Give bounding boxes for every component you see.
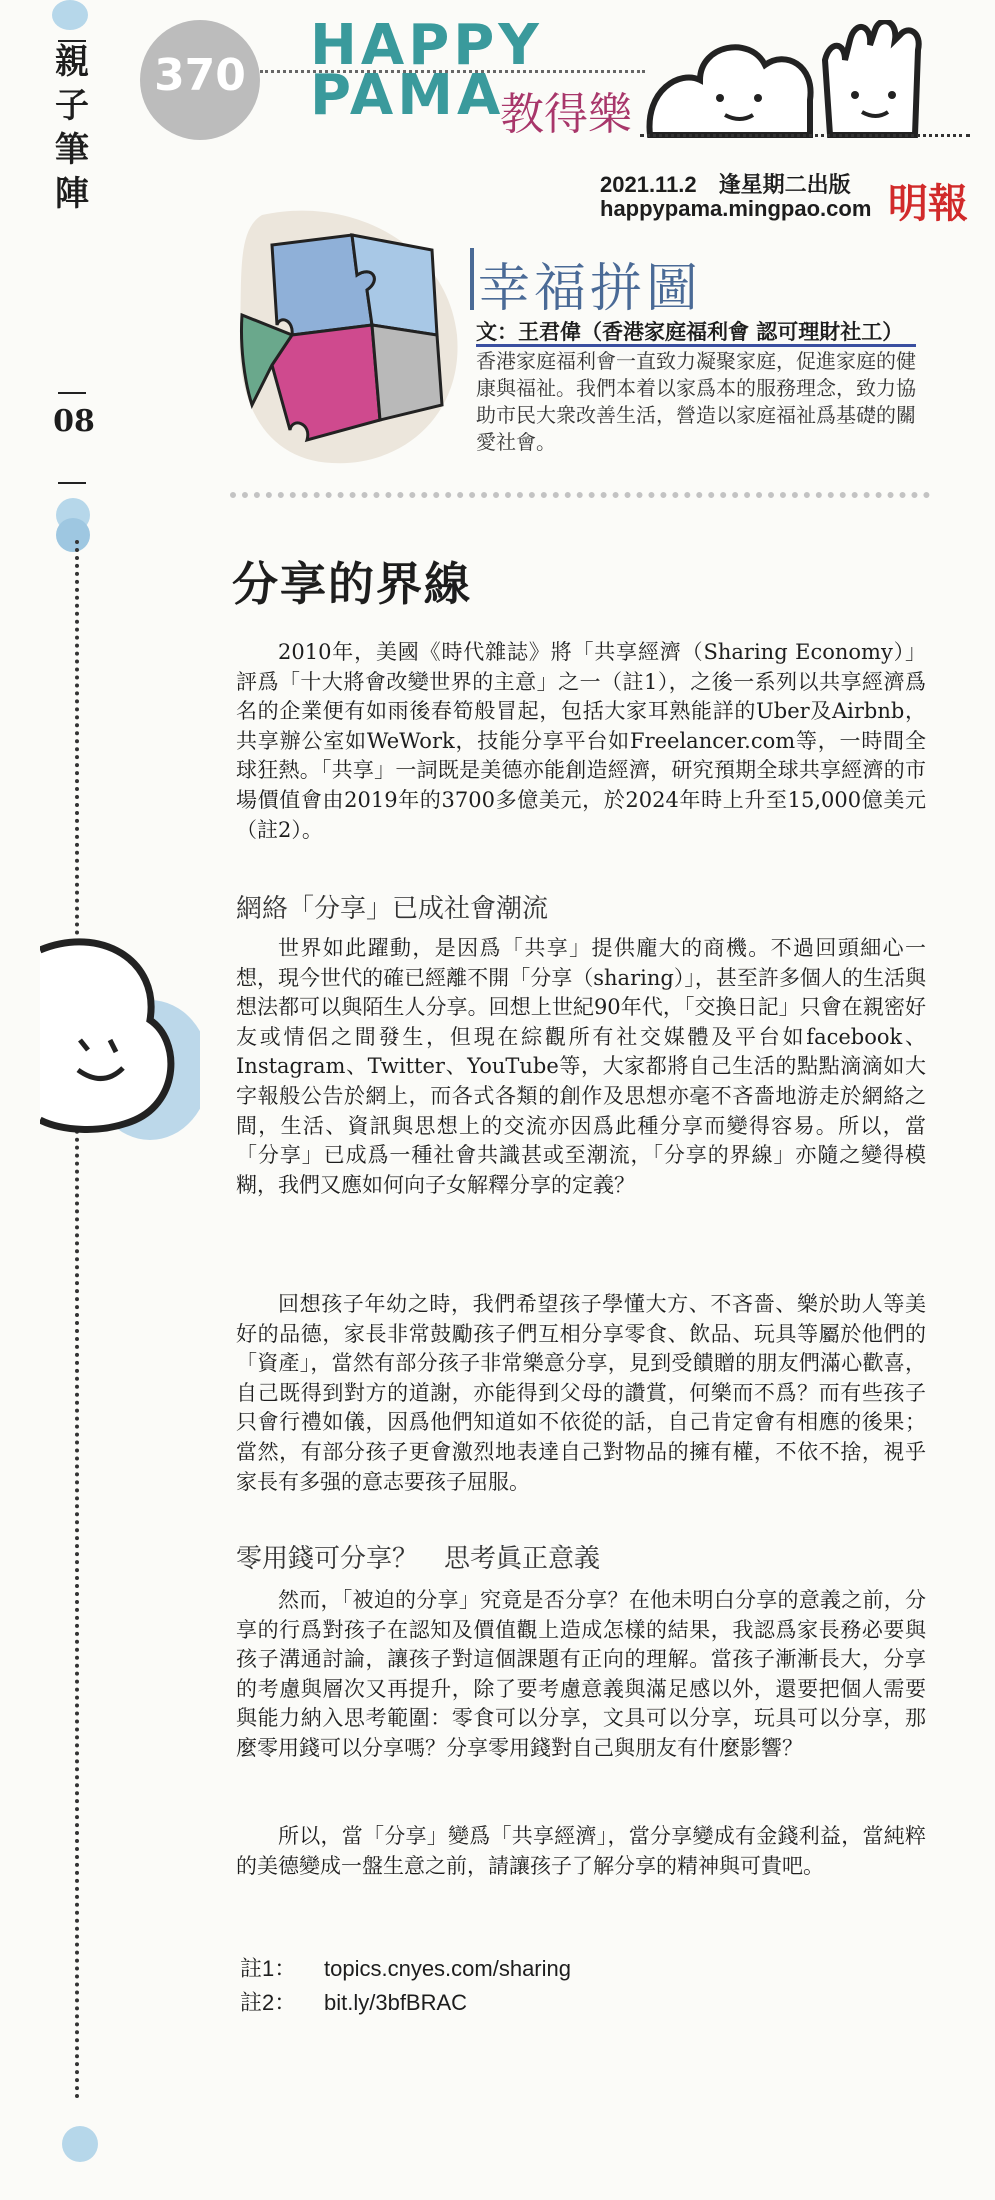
header-dotted-line-right: [640, 134, 970, 137]
rail-dash-low: [58, 482, 86, 484]
rail-top-dot: [52, 0, 88, 30]
section-label-char: 陣: [55, 174, 89, 214]
column-title: 幸福拼圖: [478, 259, 703, 319]
subheading-2: 零用錢可分享？ 思考眞正意義: [236, 1544, 601, 1574]
column-title-bar: [470, 248, 474, 310]
rail-bottom-dot: [62, 2126, 98, 2162]
puzzle-illustration: [232, 205, 462, 470]
publication-date: 2021.11.2 逢星期二出版: [600, 172, 851, 197]
section-label-char: 筆: [55, 130, 89, 170]
footnote-link[interactable]: topics.cnyes.com/sharing: [324, 1956, 571, 1981]
footnote-2: [240, 1986, 571, 2020]
page-number: 08: [53, 404, 95, 439]
footnote-1: [240, 1952, 571, 1986]
subheading-1: 網絡「分享」已成社會潮流: [236, 894, 549, 924]
article-paragraph-3: 回想孩子年幼之時，我們希望孩子學懂大方、不吝嗇、樂於助人等美好的品德，家長非常鼓勵孩子們互相分享零食、飲品、玩具等屬於他們的「資產」，當然有部分孩子非常樂意分享，見到受饋贈的朋友們滿心歡喜，自己既得到對方的道謝，亦能得到父母的讚賞，何樂而不爲？而有些孩子只會行禮如儀，因爲他們知道如不依從的話，自己肯定會有相應的後果；當然，有部分孩子更會激烈地表達自己對物品的擁有權，不依不捨，視乎家長有多强的意志要孩子屈服。: [236, 1292, 926, 1494]
logo-happy: HAPPY: [310, 13, 543, 78]
article-paragraph-2: 世界如此躍動，是因爲「共享」提供龐大的商機。不過回頭細心一想，現今世代的確已經離不開「分享（sharing）」，甚至許多個人的生活與想法都可以與陌生人分享。回想上世紀90年代，「交換日記」只會在親密好友或情侶之間發生，但現在綜觀所有社交媒體及平台如facebook、Instagram、Twitter、YouTube等，大家都將自己生活的點點滴滴如大字報般公告於網上，而各式各類的創作及思想亦毫不吝嗇地游走於網絡之間，生活、資訊與思想上的交流亦因爲此種分享而變得容易。所以，當「分享」已成爲一種社會共識甚或至潮流，「分享的界線」亦隨之變得模糊，我們又應如何向子女解釋分享的定義？: [236, 936, 926, 1197]
logo-pama: PAMA: [310, 63, 505, 128]
author-byline: 文：王君偉（香港家庭福利會 認可理財社工）: [476, 319, 904, 344]
author-underline: [476, 344, 916, 347]
article-headline: 分享的界線: [232, 557, 472, 611]
article-paragraph-4: 然而，「被迫的分享」究竟是否分享？在他未明白分享的意義之前，分享的行爲對孩子在認知及價值觀上造成怎樣的結果，我認爲家長務必要與孩子溝通討論，讓孩子對這個課題有正向的理解。當孩子漸漸長大，分享的考慮與層次又再提升，除了要考慮意義與滿足感以外，還要把個人需要與能力納入思考範圍：零食可以分享，文具可以分享，玩具可以分享，那麼零用錢可以分享嗎？分享零用錢對自己與朋友有什麼影響？: [236, 1588, 926, 1760]
cartoon-face-illustration: [40, 930, 200, 1160]
rail-dot: [56, 518, 90, 552]
section-label: [52, 40, 92, 216]
section-label-char: 親: [55, 42, 89, 82]
footnote-label: 註1：: [240, 1956, 297, 1981]
rail-dash-mid: [58, 392, 86, 394]
footnotes: [240, 1952, 571, 2020]
organisation-intro: 香港家庭福利會一直致力凝聚家庭，促進家庭的健康與福祉。我們本着以家爲本的服務理念，致力協助市民大衆改善生活，營造以家庭福祉爲基礎的關愛社會。: [476, 349, 916, 454]
article-paragraph-1: 2010年，美國《時代雜誌》將「共享經濟（Sharing Economy）」評爲「十大將會改變世界的主意」之一（註1），之後一系列以共享經濟爲名的企業便有如雨後春筍般冒起，包括大家耳熟能詳的Uber及Airbnb，共享辦公室如WeWork，技能分享平台如Freelancer.com等，一時間全球狂熱。「共享」一詞既是美德亦能創造經濟，研究預期全球共享經濟的市場價值會由2019年的3700多億美元，於2024年時上升至15,000億美元（註2）。: [236, 640, 926, 842]
website: happypama.mingpao.com: [600, 196, 872, 221]
footnote-link[interactable]: bit.ly/3bfBRAC: [324, 1990, 468, 2015]
section-label-char: 子: [55, 86, 89, 126]
article-paragraph-5: 所以，當「分享」變爲「共享經濟」，當分享變成有金錢利益，當純粹的美德變成一盤生意之前，請讓孩子了解分享的精神與可貴吧。: [236, 1824, 926, 1878]
separator-dotted-line: [230, 492, 930, 498]
issue-number: 370: [154, 50, 246, 101]
footnote-label: 註2：: [240, 1990, 297, 2015]
logo-chinese: 教得樂: [500, 89, 632, 140]
rail-dotted-line: [75, 540, 79, 2100]
newspaper-logo: 明報: [888, 180, 968, 227]
mascot-clouds-illustration: [640, 20, 970, 140]
